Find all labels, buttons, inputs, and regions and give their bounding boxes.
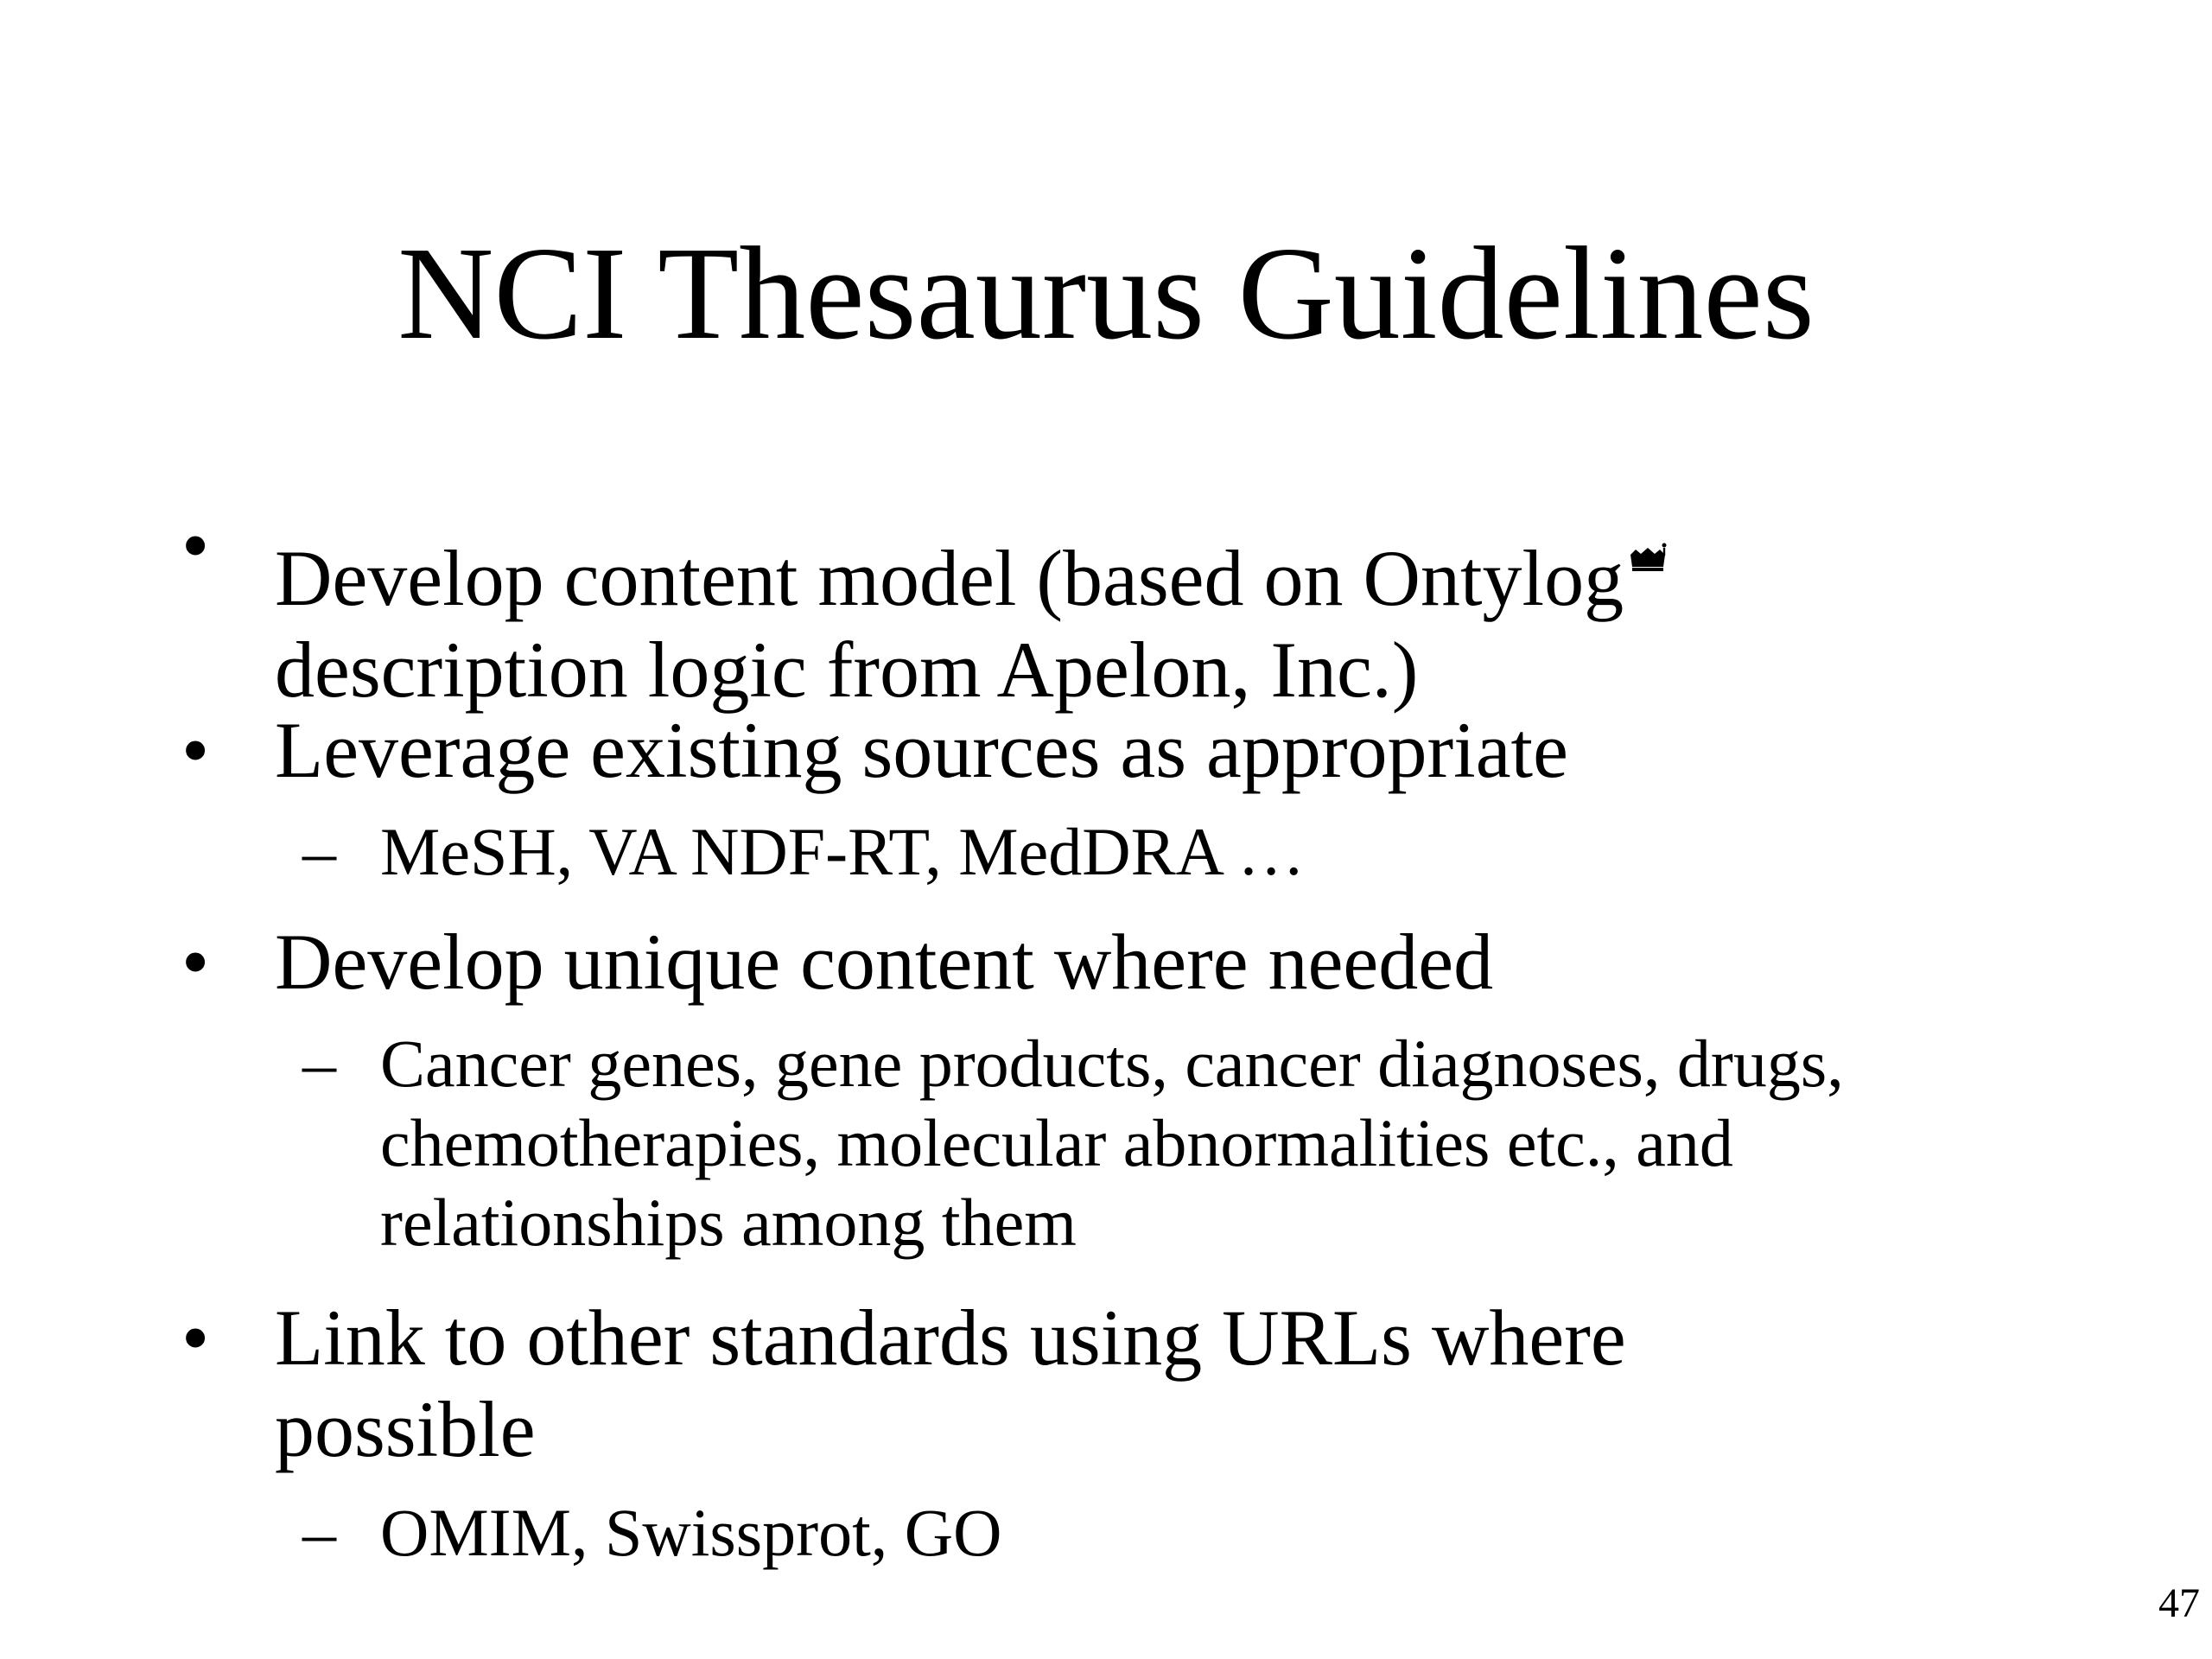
bullet-text — [275, 916, 1493, 1007]
trademark-icon — [1629, 499, 1667, 529]
sub-bullet-text — [380, 812, 1305, 892]
page-number: 47 — [2158, 1580, 2200, 1626]
sub-bullet-marker: – — [302, 1026, 336, 1101]
bullet-line: description logic from Apelon, Inc.) — [275, 626, 1419, 714]
sub-bullet-marker: – — [302, 814, 336, 889]
sub-bullet-marker: – — [302, 1495, 336, 1570]
bullet-text — [275, 1292, 1626, 1475]
sub-bullet-line: OMIM, Swissprot, GO — [380, 1495, 1002, 1570]
bullet-line: Link to other standards using URLs where — [275, 1294, 1626, 1382]
bullet-line: Leverage existing sources as appropriate — [275, 706, 1568, 794]
sub-bullet-line: relationships among them — [380, 1185, 1077, 1260]
bullet-text — [275, 704, 1568, 796]
bullet-marker: • — [181, 1294, 210, 1382]
bullet-line: Develop unique content where needed — [275, 918, 1494, 1006]
bullet-text — [275, 499, 1667, 715]
bullet-line: Develop content model (based on Ontylog — [275, 499, 1667, 624]
sub-bullet-text — [380, 1493, 1001, 1573]
bullet-line: possible — [275, 1385, 536, 1473]
bullet-marker: • — [181, 501, 210, 589]
bullet-marker: • — [181, 918, 210, 1006]
sub-bullet-line: Cancer genes, gene products, cancer diagnoses, drugs, — [380, 1026, 1844, 1101]
bullet-marker: • — [181, 706, 210, 794]
sub-bullet-line: chemotherapies, molecular abnormalities etc., and — [380, 1105, 1733, 1180]
slide-title: NCI Thesaurus Guidelines — [397, 220, 1815, 367]
sub-bullet-text — [380, 1024, 1844, 1262]
slide-body — [181, 0, 2126, 1659]
sub-bullet-line: MeSH, VA NDF-RT, MedDRA … — [380, 814, 1306, 889]
